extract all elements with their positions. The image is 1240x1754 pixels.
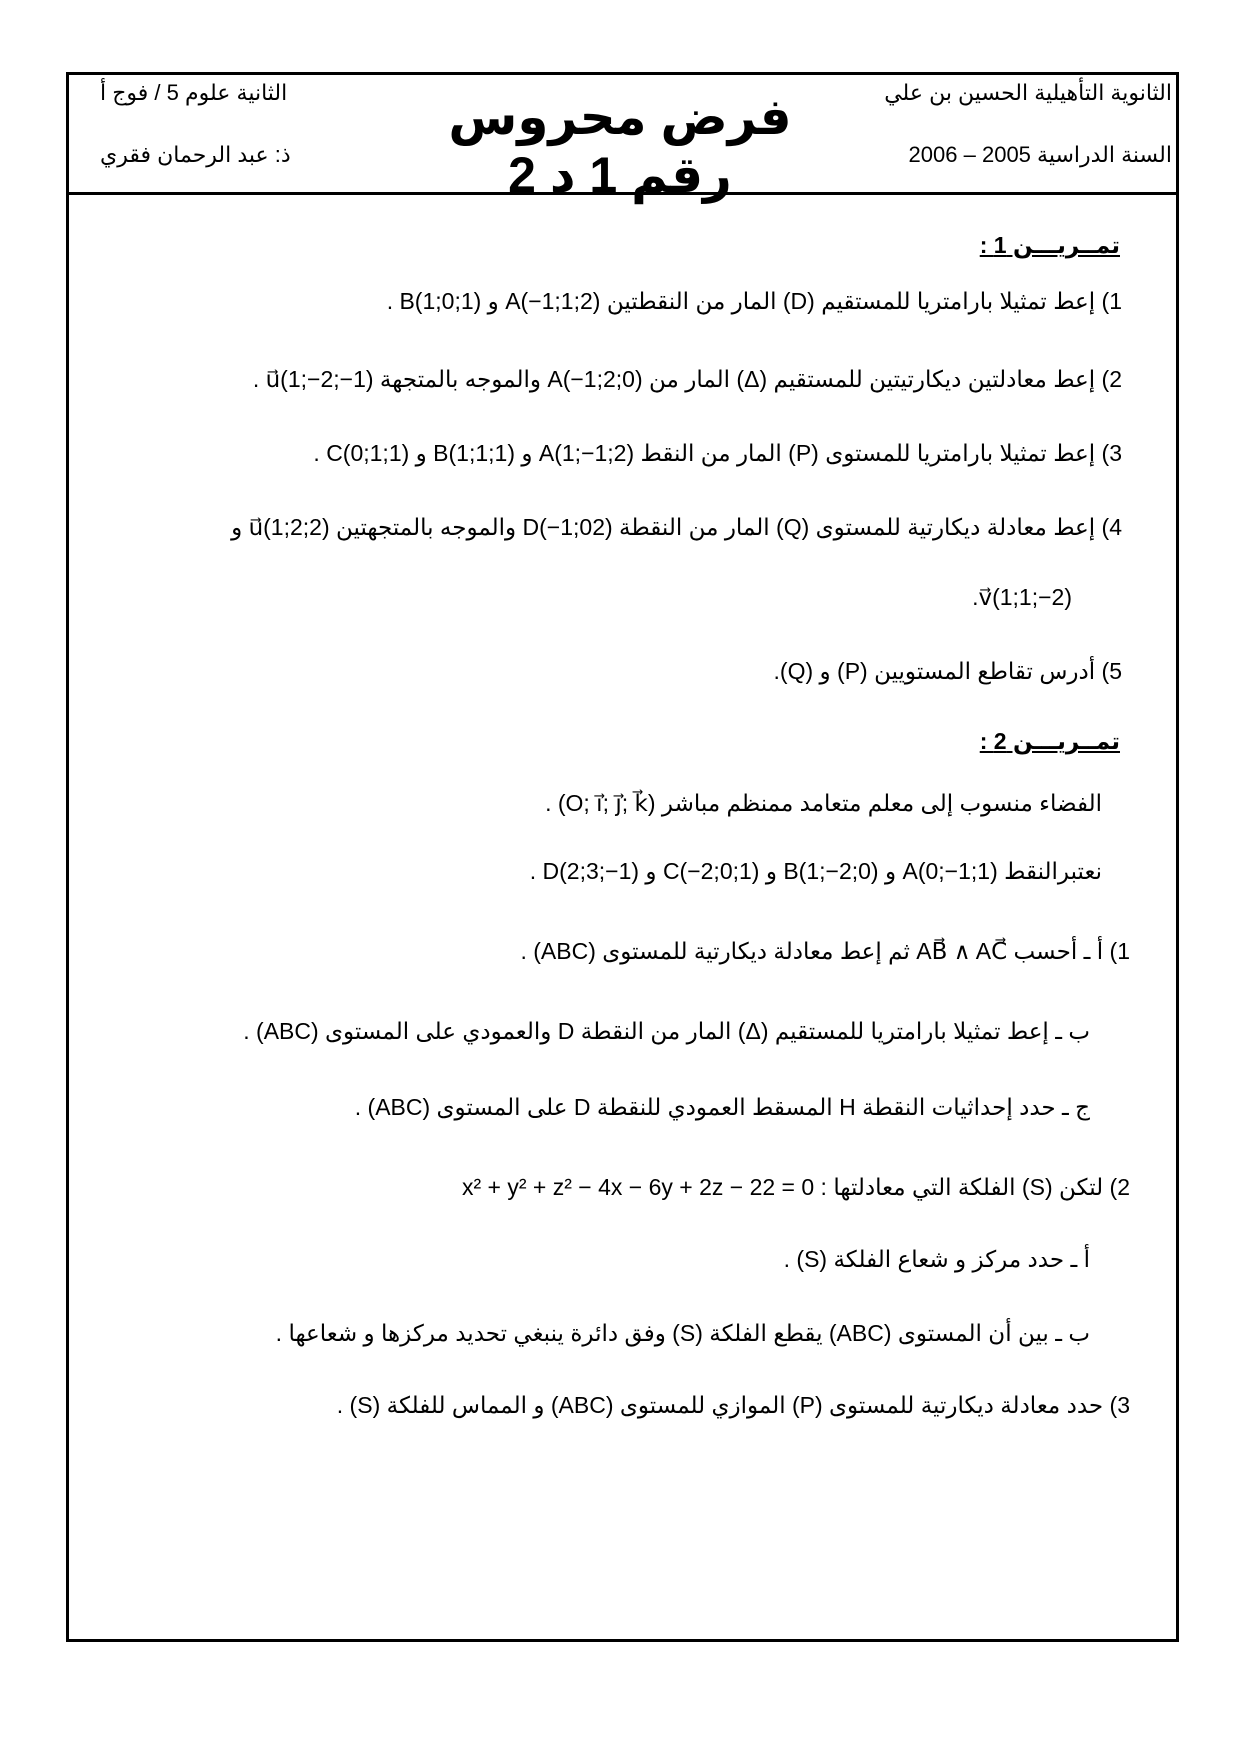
ex2-question-2b: ب ـ بين أن المستوى (ABC) يقطع الفلكة (S) وفق دائرة ينبغي تحديد مركزها و شعاعها . <box>275 1320 1090 1346</box>
ex2-intro-1: الفضاء منسوب إلى معلم متعامد ممنظم مباشر (O; i⃗; j⃗; k⃗) . <box>545 790 1102 816</box>
ex2-question-2: 2) لتكن (S) الفلكة التي معادلتها : x² + y² + z² − 4x − 6y + 2z − 22 = 0 <box>461 1174 1130 1200</box>
school-year: السنة الدراسية 2005 – 2006 <box>908 142 1172 167</box>
ex2-question-2a: أ ـ حدد مركز و شعاع الفلكة (S) . <box>783 1246 1090 1272</box>
ex2-question-3: 3) حدد معادلة ديكارتية للمستوى (P) الموازي للمستوى (ABC) و المماس للفلكة (S) . <box>336 1392 1130 1418</box>
exercise-2-heading: تمــريـــن 2 : <box>979 728 1120 754</box>
ex1-question-4: 4) إعط معادلة ديكارتية للمستوى (Q) المار من النقطة D(−1;02) والموجه بالمتجهتين u⃗(1;2;2) و <box>231 514 1122 540</box>
ex2-question-1a: 1) أ ـ أحسب AB⃗ ∧ AC⃗ ثم إعط معادلة ديكارتية للمستوى (ABC) . <box>520 938 1130 964</box>
ex1-question-1: 1) إعط تمثيلا بارامتريا للمستقيم (D) المار من النقطتين A(−1;1;2) و B(1;0;1) . <box>386 288 1122 314</box>
ex1-question-2: 2) إعط معادلتين ديكارتيتين للمستقيم (Δ) المار من A(−1;2;0) والموجه بالمتجهة u⃗(1;−2;−1) . <box>252 366 1122 392</box>
school-name: الثانوية التأهيلية الحسين بن علي <box>884 80 1172 105</box>
ex1-question-5: 5) أدرس تقاطع المستويين (P) و (Q). <box>773 658 1122 684</box>
ex2-question-1c: ج ـ حدد إحداثيات النقطة H المسقط العمودي للنقطة D على المستوى (ABC) . <box>354 1094 1090 1120</box>
teacher-name: ذ: عبد الرحمان فقري <box>100 142 291 167</box>
ex1-question-4-cont: .v⃗(1;1;−2) <box>972 584 1072 610</box>
exercise-1-heading: تمــريـــن 1 : <box>979 232 1120 258</box>
ex1-question-3: 3) إعط تمثيلا بارامتريا للمستوى (P) المار من النقط A(1;−1;2) و B(1;1;1) و C(0;1;1) . <box>313 440 1122 466</box>
exam-title: فرض محروس رقم 1 د 2 <box>448 89 792 203</box>
class-label: الثانية علوم 5 / فوج أ <box>100 80 288 105</box>
ex2-question-1b: ب ـ إعط تمثيلا بارامتريا للمستقيم (Δ) المار من النقطة D والعمودي على المستوى (ABC) . <box>243 1018 1090 1044</box>
ex2-intro-2: نعتبرالنقط A(0;−1;1) و B(1;−2;0) و C(−2;0;1) و D(2;3;−1) . <box>529 858 1102 884</box>
